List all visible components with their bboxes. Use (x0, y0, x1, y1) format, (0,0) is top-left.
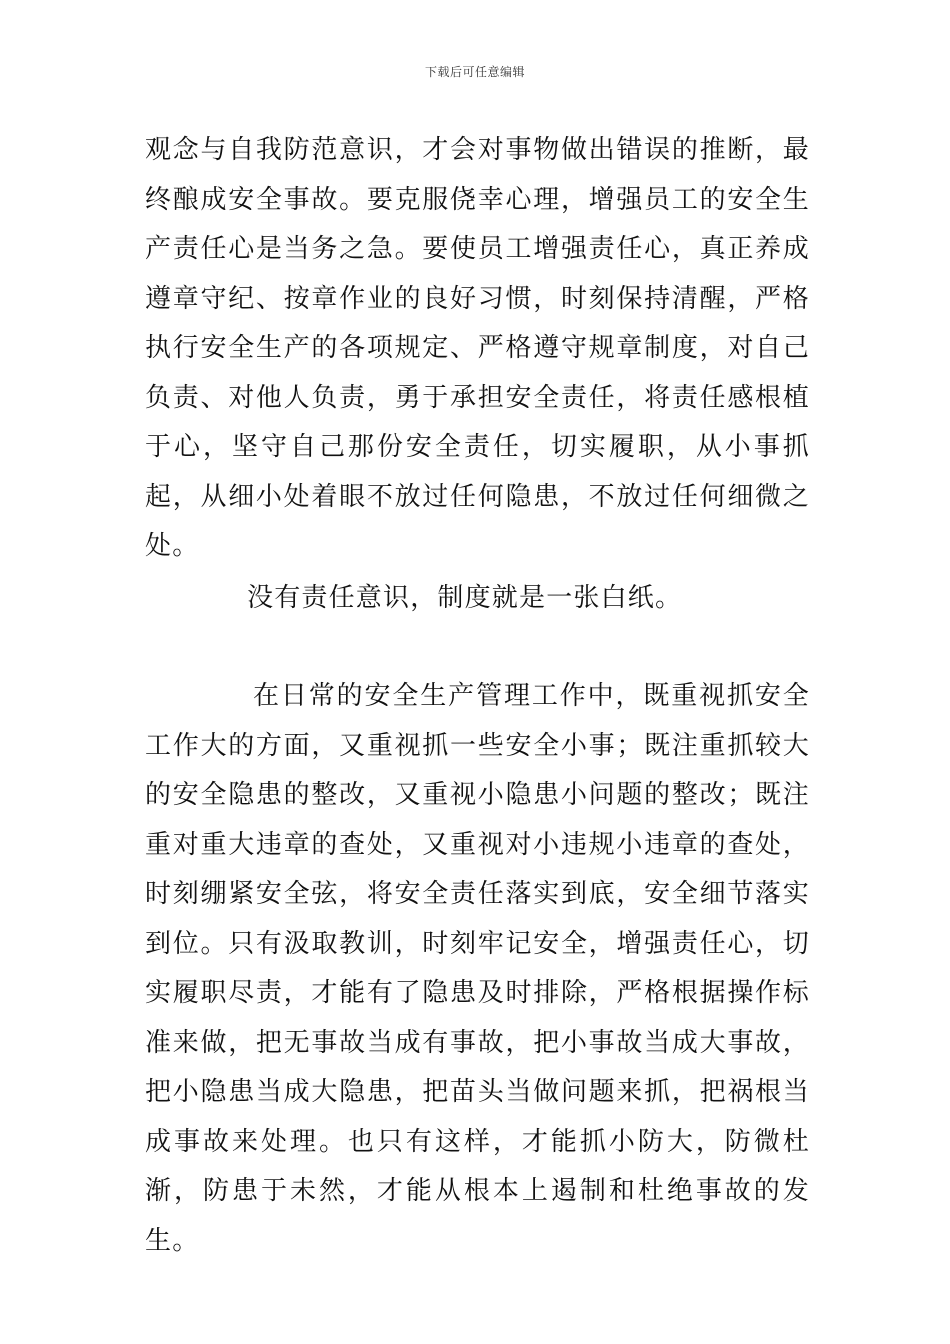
paragraph-2: 在日常的安全生产管理工作中，既重视抓安全工作大的方面，又重视抓一些安全小事；既注重抓较大的安全隐患的整改，又重视小隐患小问题的整改；既注重对重大违章的查处，又重视对小违规小违章的查处，时刻绷紧安全弦，将安全责任落实到底，安全细节落实到位。只有汲取教训，时刻牢记安全，增强责任心，切实履职尽责，才能有了隐患及时排除，严格根据操作标准来做，把无事故当成有事故，把小事故当成大事故，把小隐患当成大隐患，把苗头当做问题来抓，把祸根当成事故来处理。也只有这样，才能抓小防大，防微杜渐，防患于未然，才能从根本上遏制和杜绝事故的发生。 (145, 681, 810, 1256)
section-heading: 没有责任意识，制度就是一张白纸。 (247, 583, 683, 613)
page-header-note: 下载后可任意编辑 (424, 65, 525, 79)
paragraph-1: 观念与自我防范意识，才会对事物做出错误的推断，最终酿成安全事故。要克服侥幸心理，增强员工的安全生产责任心是当务之急。要使员工增强责任心，真正养成遵章守纪、按章作业的良好习惯，时刻保持清醒，严格执行安全生产的各项规定、严格遵守规章制度，对自己负责、对他人负责，勇于承担安全责任，将责任感根植于心，坚守自己那份安全责任，切实履职，从小事抓起，从细小处着眼不放过任何隐患，不放过任何细微之处。 (145, 135, 810, 561)
